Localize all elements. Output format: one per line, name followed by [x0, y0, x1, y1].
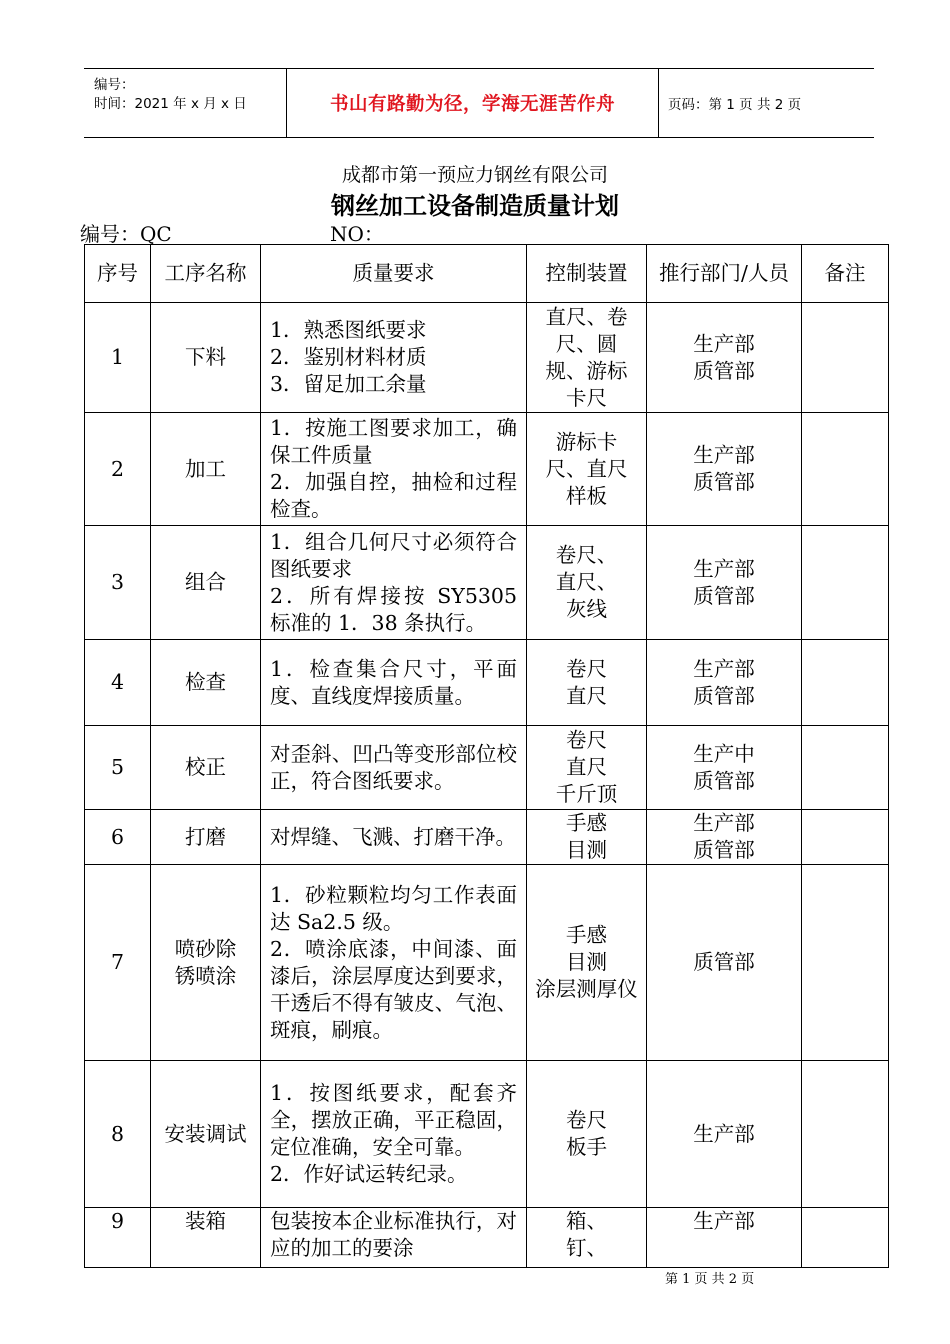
cell-requirement	[261, 413, 527, 526]
table-row	[85, 526, 889, 640]
page-header	[84, 68, 874, 138]
requirement-line: 1．检查集合尺寸，平面度、直线度焊接质量。	[270, 656, 517, 708]
cell-note	[802, 640, 889, 726]
cell-control	[527, 865, 647, 1061]
cell-requirement	[261, 1061, 527, 1208]
table-row	[85, 1208, 889, 1268]
requirement-line: 2．作好试运转纪录。	[270, 1162, 468, 1186]
table-row	[85, 1061, 889, 1208]
control-line: 游标卡	[555, 429, 618, 454]
requirement-line: 1．组合几何尺寸必须符合图纸要求	[270, 529, 517, 581]
department-line: 质管部	[693, 470, 755, 494]
department-line: 质管部	[693, 358, 755, 383]
col-header-requirement: 质量要求	[261, 245, 527, 303]
motto: 书山有路勤为径，学海无涯苦作舟	[287, 69, 659, 137]
control-line: 直尺	[566, 755, 607, 779]
control-line: 卷尺	[566, 656, 607, 681]
cell-process: 打磨	[151, 810, 261, 865]
control-line: 尺、圆	[555, 331, 618, 356]
department-line: 生产部	[693, 656, 755, 681]
control-line: 钉、	[566, 1236, 607, 1260]
page-footer: 第 1 页 共 2 页	[665, 1272, 755, 1287]
table-row	[85, 865, 889, 1061]
control-line: 卷尺	[566, 1108, 607, 1132]
table-row	[85, 640, 889, 726]
control-line: 直尺、	[555, 570, 618, 594]
control-line: 手感	[566, 811, 607, 835]
page-label: 页码：第 1 页 共 2 页	[668, 97, 802, 113]
control-line: 千斤顶	[555, 782, 618, 806]
department-line: 质管部	[693, 768, 755, 793]
cell-requirement	[261, 526, 527, 640]
company-name: 成都市第一预应力钢丝有限公司	[341, 164, 608, 186]
cell-process: 组合	[151, 526, 261, 640]
cell-department	[647, 640, 802, 726]
cell-requirement	[261, 726, 527, 810]
cell-control	[527, 526, 647, 640]
cell-requirement	[261, 865, 527, 1061]
cell-process: 喷砂除锈喷涂	[151, 865, 261, 1061]
col-header-process: 工序名称	[151, 245, 261, 303]
number-label: 编号：	[94, 77, 135, 93]
cell-requirement	[261, 640, 527, 726]
cell-note	[802, 810, 889, 865]
cell-control	[527, 640, 647, 726]
cell-note	[802, 1208, 889, 1268]
requirement-line: 包装按本企业标准执行，对应的加工的要涂	[270, 1209, 517, 1260]
cell-no: 9	[85, 1208, 151, 1268]
cell-department	[647, 413, 802, 526]
cell-process: 加工	[151, 413, 261, 526]
col-header-note: 备注	[802, 245, 889, 303]
control-line: 样板	[566, 483, 607, 508]
department-line: 生产部	[693, 1121, 755, 1146]
requirement-line: 2．所有焊接按 SY5305 标准的 1．38 条执行。	[270, 583, 517, 635]
cell-process: 校正	[151, 726, 261, 810]
department-line: 生产部	[693, 811, 755, 835]
control-line: 箱、	[566, 1209, 607, 1233]
quality-plan-table	[84, 244, 889, 1268]
cell-requirement	[261, 810, 527, 865]
control-line: 规、游标	[545, 358, 628, 383]
cell-note	[802, 726, 889, 810]
cell-no: 3	[85, 526, 151, 640]
department-line: 质管部	[693, 838, 755, 862]
cell-process: 下料	[151, 303, 261, 413]
control-line: 卷尺、	[555, 543, 618, 567]
col-header-no: 序号	[85, 245, 151, 303]
requirement-line: 2．喷涂底漆，中间漆、面漆后，涂层厚度达到要求，干透后不得有皱皮、气泡、斑痕，刷痕。	[270, 936, 517, 1042]
no-label: NO：	[330, 222, 384, 246]
cell-process: 安装调试	[151, 1061, 261, 1208]
department-line: 生产部	[693, 1209, 755, 1233]
cell-department	[647, 303, 802, 413]
cell-department	[647, 865, 802, 1061]
cell-control	[527, 726, 647, 810]
header-meta	[84, 69, 287, 137]
table-header-row	[85, 245, 889, 303]
cell-control	[527, 303, 647, 413]
cell-requirement	[261, 1208, 527, 1268]
department-line: 生产部	[693, 331, 755, 356]
requirement-line: 1．按施工图要求加工，确保工件质量	[270, 416, 517, 467]
cell-no: 2	[85, 413, 151, 526]
cell-note	[802, 1061, 889, 1208]
cell-department	[647, 1208, 802, 1268]
table-row	[85, 726, 889, 810]
department-line: 生产部	[693, 443, 755, 467]
cell-no: 4	[85, 640, 151, 726]
control-line: 灰线	[566, 597, 607, 621]
cell-no: 7	[85, 865, 151, 1061]
table-row	[85, 810, 889, 865]
cell-control	[527, 810, 647, 865]
control-line: 目测	[566, 838, 607, 862]
cell-department	[647, 526, 802, 640]
cell-note	[802, 865, 889, 1061]
requirement-line: 对歪斜、凹凸等变形部位校正，符合图纸要求。	[270, 741, 517, 793]
requirement-line: 对焊缝、飞溅、打磨干净。	[270, 824, 516, 849]
control-line: 卡尺	[566, 385, 607, 410]
cell-note	[802, 303, 889, 413]
cell-no: 8	[85, 1061, 151, 1208]
requirement-line: 1．砂粒颗粒均匀工作表面达 Sa2.5 级。	[270, 882, 517, 934]
control-line: 尺、直尺	[545, 456, 628, 481]
cell-department	[647, 810, 802, 865]
time-label: 时间：2021 年 x 月 x 日	[94, 96, 247, 112]
cell-no: 5	[85, 726, 151, 810]
control-line: 目测	[566, 950, 607, 974]
cell-requirement	[261, 303, 527, 413]
requirement-line: 1．按图纸要求，配套齐全，摆放正确，平正稳固，定位准确，安全可靠。	[270, 1081, 517, 1159]
department-line: 生产中	[693, 741, 755, 766]
code-label: 编号：QC	[80, 222, 172, 246]
cell-control	[527, 1208, 647, 1268]
cell-note	[802, 526, 889, 640]
cell-department	[647, 1061, 802, 1208]
requirement-line: 1．熟悉图纸要求	[270, 318, 427, 342]
control-line: 卷尺	[566, 728, 607, 752]
department-line: 质管部	[693, 683, 755, 708]
cell-control	[527, 1061, 647, 1208]
control-line: 涂层测厚仪	[535, 977, 638, 1001]
requirement-line: 3．留足加工余量	[270, 372, 427, 396]
cell-department	[647, 726, 802, 810]
control-line: 板手	[566, 1135, 607, 1159]
control-line: 手感	[566, 923, 607, 947]
department-line: 质管部	[693, 950, 755, 974]
cell-control	[527, 413, 647, 526]
requirement-line: 2．鉴别材料材质	[270, 345, 427, 369]
department-line: 生产部	[693, 556, 755, 581]
department-line: 质管部	[693, 583, 755, 608]
control-line: 直尺、卷	[545, 304, 628, 329]
control-line: 直尺	[566, 683, 607, 708]
document-title: 钢丝加工设备制造质量计划	[331, 192, 619, 220]
table-row	[85, 413, 889, 526]
cell-no: 1	[85, 303, 151, 413]
cell-no: 6	[85, 810, 151, 865]
col-header-control: 控制装置	[527, 245, 647, 303]
requirement-line: 2．加强自控，抽检和过程检查。	[270, 470, 517, 521]
table-row	[85, 303, 889, 413]
cell-process: 检查	[151, 640, 261, 726]
cell-process: 装箱	[151, 1208, 261, 1268]
cell-note	[802, 413, 889, 526]
col-header-department: 推行部门/人员	[647, 245, 802, 303]
